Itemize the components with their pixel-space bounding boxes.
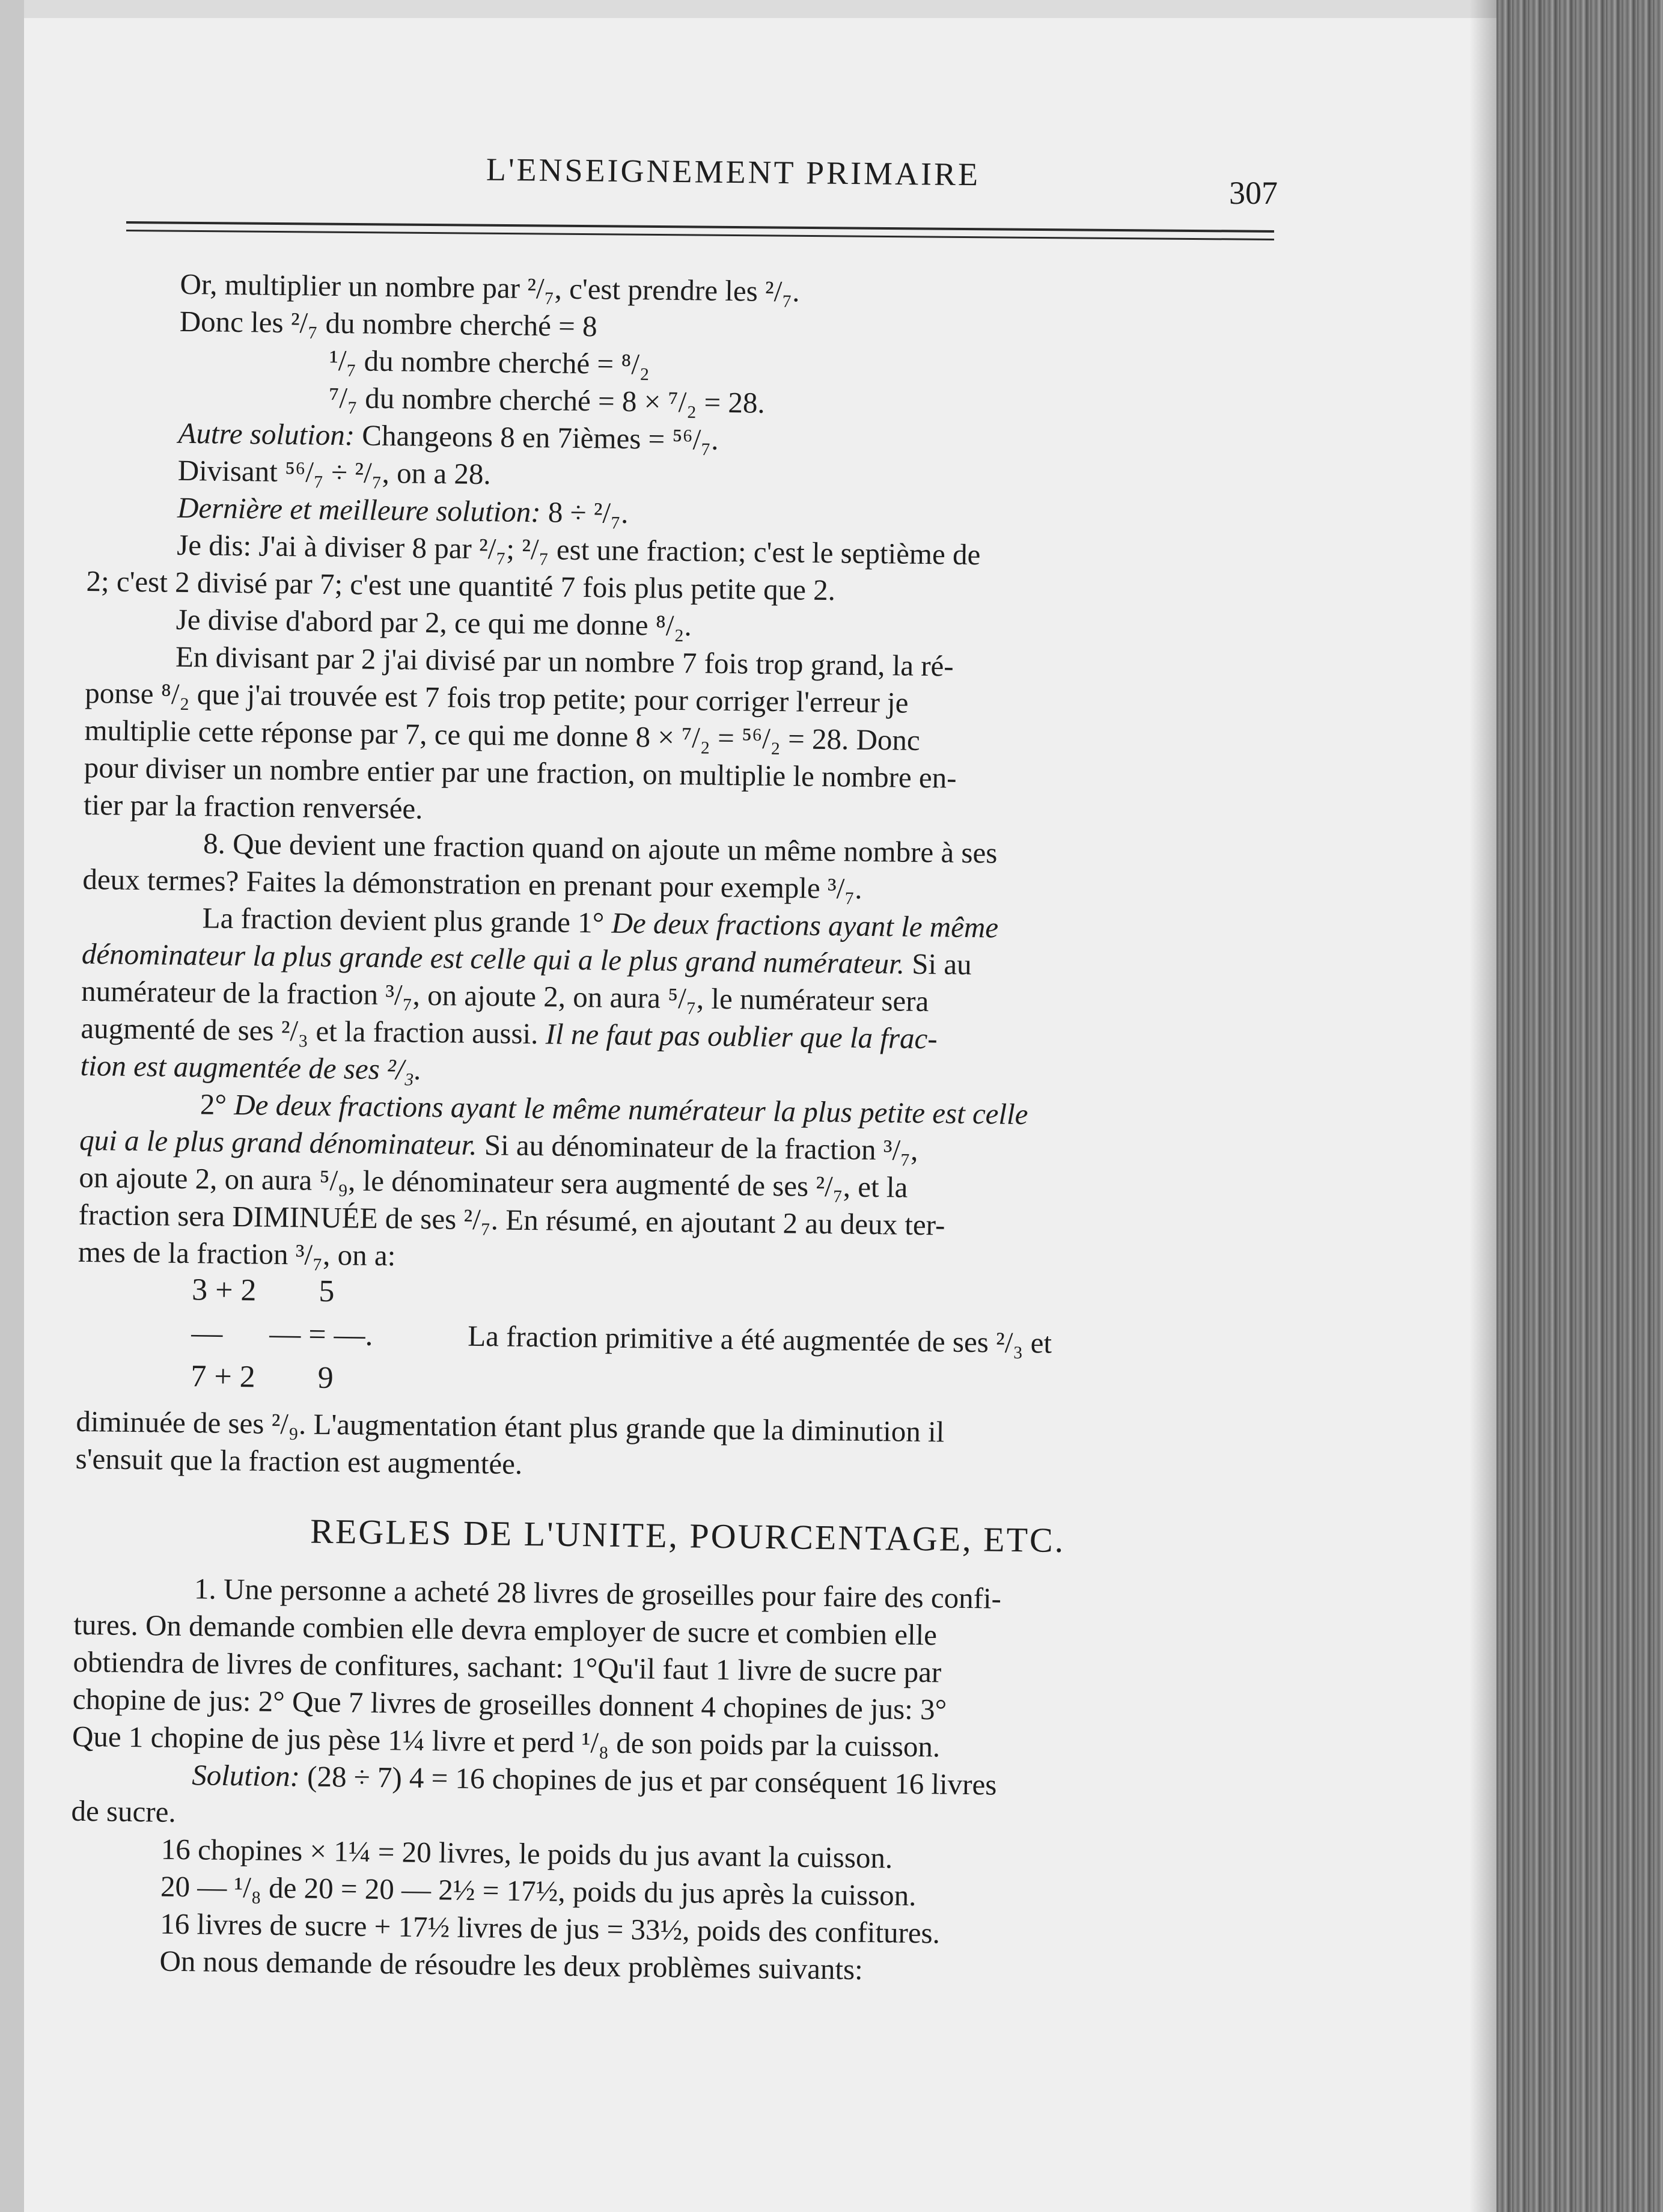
text-line: fraction sera DIMINUÉE de ses ²/₇. En résumé, en ajoutant 2 au deux ter- (78, 1197, 945, 1242)
book-page (54, 0, 1460, 2212)
text-line: Je dis: J'ai à diviser 8 par ²/₇; ²/₇ est une fraction; c'est le septième de (176, 528, 981, 572)
fraction-equation (76, 1271, 1304, 1418)
solution-text: (28 ÷ 7) 4 = 16 chopines de jus et par conséquent 16 livres (299, 1759, 997, 1801)
text-line: Or, multiplier un nombre par ²/₇, c'est prendre les ²/₇. (180, 267, 800, 308)
text-line: tion est augmentée de ses ²/₃. (80, 1048, 422, 1086)
text-span: La fraction devient plus grande 1° (202, 901, 612, 939)
page-number: 307 (1229, 175, 1278, 211)
calc-line: 16 livres de sucre + 17½ livres de jus = 33½, poids des confitures. (159, 1907, 941, 1950)
italic-rule: dénominateur la plus grande est celle qui a le plus grand numérateur. (81, 936, 905, 980)
italic-rule: De deux fractions ayant le même numérateur la plus petite est celle (233, 1088, 1028, 1131)
fraction-denominators: 7 + 2 9 (191, 1359, 334, 1396)
calc-line: 16 chopines × 1¼ = 20 livres, le poids du jus avant la cuisson. (160, 1832, 893, 1875)
text-line: Divisant ⁵⁶/₇ ÷ ²/₇, on a 28. (177, 453, 492, 491)
question-8-line: 8. Que devient une fraction quand on ajoute un même nombre à ses (203, 826, 998, 870)
derniere-solution-text: 8 ÷ ²/₇. (548, 495, 629, 530)
derniere-solution-label: Dernière et meilleure solution: (177, 490, 542, 529)
text-line: s'ensuit que la fraction est augmentée. (75, 1441, 523, 1480)
text-line: diminuée de ses ²/₉. L'augmentation étant plus grande que la diminution il (76, 1404, 945, 1449)
question-8-line: deux termes? Faites la démonstration en prenant pour exemple ³/₇. (82, 862, 862, 905)
calc-line: On nous demande de résoudre les deux problèmes suivants: (159, 1944, 864, 1986)
text-line: mes de la fraction ³/₇, on a: (78, 1235, 396, 1273)
text-line: pour diviser un nombre entier par une fraction, on multiplie le nombre en- (84, 750, 957, 795)
problem-line: chopine de jus: 2° Que 7 livres de groseilles donnent 4 chopines de jus: 3° (72, 1682, 947, 1726)
text-line: tier par la fraction renversée. (83, 787, 423, 825)
problem-line: obtiendra de livres de confitures, sachant: 1°Qu'il faut 1 livre de sucre par (73, 1645, 942, 1689)
text-line: Donc les ²/₇ du nombre cherché = 8 (179, 304, 597, 343)
running-title: L'ENSEIGNEMENT PRIMAIRE (486, 151, 981, 193)
text-line: Je divise d'abord par 2, ce qui me donne ⁸/₂. (175, 602, 692, 643)
italic-rule: Il ne faut pas oublier que la frac- (545, 1017, 938, 1056)
autre-solution-label: Autre solution: (178, 416, 355, 452)
fraction-comment: La fraction primitive a été augmentée de ses ²/₃ et (467, 1319, 1052, 1360)
text-line: En divisant par 2 j'ai divisé par un nombre 7 fois trop grand, la ré- (175, 640, 954, 683)
text-line: ⁷/₇ du nombre cherché = 8 × ⁷/₂ = 28. (328, 380, 766, 420)
text-span: Si au (904, 947, 972, 982)
calc-line: 20 — ¹/₈ de 20 = 20 — 2½ = 17½, poids du jus après la cuisson. (160, 1869, 917, 1912)
text-line: on ajoute 2, on aura ⁵/₉, le dénominateur sera augmenté de ses ²/₇, et la (79, 1160, 908, 1204)
problem-line: 1. Une personne a acheté 28 livres de groseilles pour faire des confi- (194, 1572, 1002, 1615)
text-span: 2° (200, 1087, 234, 1122)
page-edge-shadow (1469, 0, 1500, 2212)
text-line: numérateur de la fraction ³/₇, on ajoute 2, on aura ⁵/₇, le numérateur sera (81, 974, 929, 1018)
section-heading: REGLES DE L'UNITE, POURCENTAGE, ETC. (310, 1511, 1066, 1560)
page-body (69, 264, 1316, 1994)
text-line: ¹/₇ du nombre cherché = ⁸/₂ (329, 343, 650, 381)
text-line: ponse ⁸/₂ que j'ai trouvée est 7 fois trop petite; pour corriger l'erreur je (84, 676, 909, 720)
autre-solution-text: Changeons 8 en 7ièmes = ⁵⁶/₇. (362, 418, 719, 456)
fraction-numerators: 3 + 2 5 (191, 1273, 335, 1309)
book-page-edges (1497, 0, 1663, 2212)
solution-label: Solution: (191, 1758, 301, 1793)
italic-rule: qui a le plus grand dénominateur. (79, 1123, 477, 1161)
italic-rule: De deux fractions ayant le même (611, 906, 999, 944)
text-span: Si au dénominateur de la fraction ³/₇, (477, 1128, 918, 1167)
problem-line: tures. On demande combien elle devra employer de sucre et combien elle (73, 1607, 938, 1652)
scan-left-margin (0, 0, 24, 2212)
solution-line: de sucre. (71, 1794, 177, 1829)
text-span: augmenté de ses ²/₃ et la fraction aussi. (81, 1011, 546, 1051)
text-line: multiplie cette réponse par 7, ce qui me donne 8 × ⁷/₂ = ⁵⁶/₂ = 28. Donc (84, 713, 921, 757)
text-line: 2; c'est 2 divisé par 7; c'est une quantité 7 fois plus petite que 2. (86, 564, 836, 607)
fraction-bars: — — = —. (191, 1316, 373, 1352)
problem-line: Que 1 chopine de jus pèse 1¼ livre et perd ¹/₈ de son poids par la cuisson. (72, 1719, 941, 1764)
